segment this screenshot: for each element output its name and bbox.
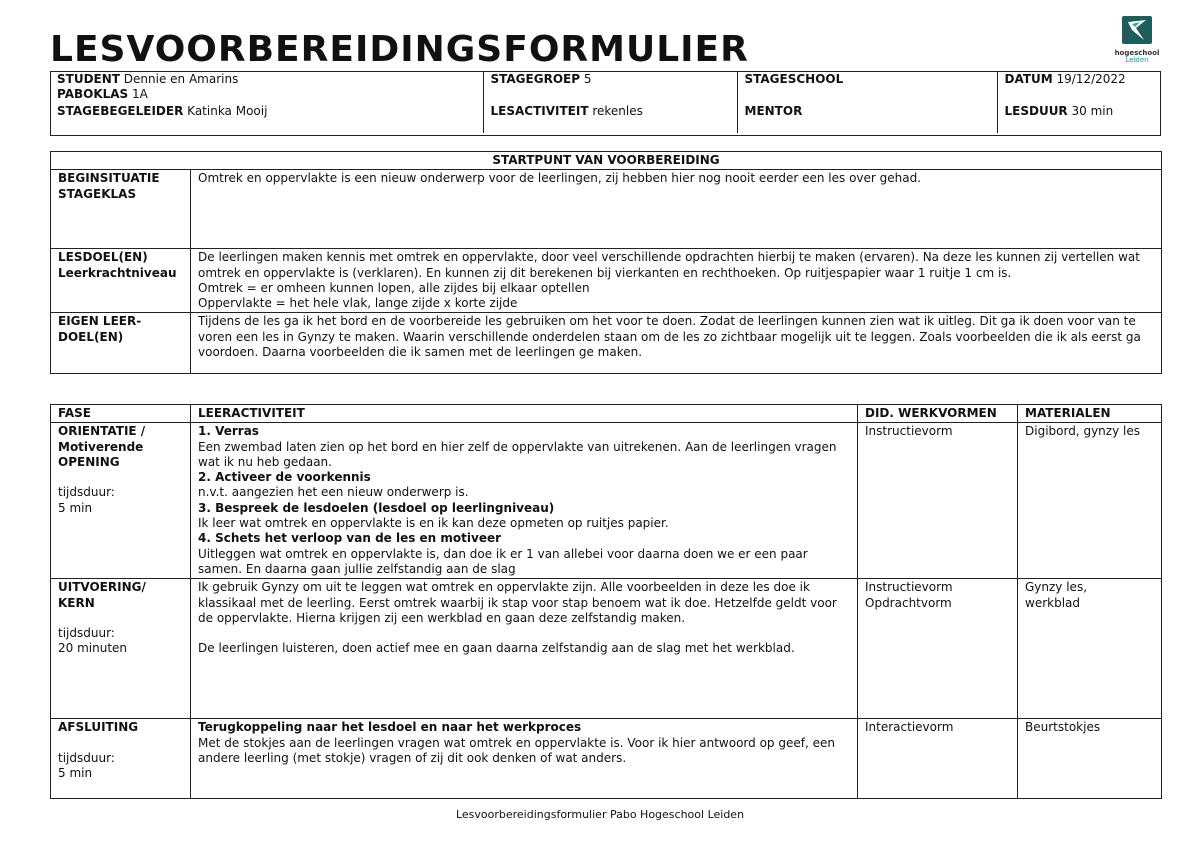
- hogeschool-leiden-logo: [1112, 16, 1162, 66]
- col-did-werkvormen: DID. WERKVORMEN: [858, 405, 1018, 423]
- beginsituatie-text: Omtrek en oppervlakte is een nieuw onderwerp voor de leerlingen, zij hebben hier nog nooit eerder een les over gehad.: [191, 170, 1162, 249]
- orientatie-mat: Digibord, gynzy les: [1018, 423, 1162, 579]
- uitvoering-fase: UITVOERING/ KERN tijdsduur: 20 minuten: [51, 579, 191, 719]
- header-table: [50, 71, 1161, 133]
- step-verloop: 4. Schets het verloop van de les en motiveer: [198, 531, 502, 546]
- student-value: Dennie en Amarins: [123, 72, 239, 86]
- beginsituatie-label: BEGINSITUATIE STAGEKLAS: [51, 170, 191, 249]
- col-leeractiviteit: LEERACTIVITEIT: [191, 405, 858, 423]
- startpunt-table: [50, 151, 1162, 374]
- mentor-label: MENTOR: [744, 104, 803, 118]
- student-label: STUDENT: [57, 72, 120, 86]
- logo-text-leiden: Leiden: [1125, 56, 1149, 64]
- terugkoppeling-heading: Terugkoppeling naar het lesdoel en naar het werkproces: [198, 720, 582, 735]
- step-voorkennis: 2. Activeer de voorkennis: [198, 470, 371, 485]
- lesdoel-paragraph: De leerlingen maken kennis met omtrek en oppervlakte, door veel verschillende opdrachten hierbij te maken (ervaren). Na deze les kunnen zij vertellen wat omtrek en oppervlakte is (verklaren). En kunnen zij dit berekenen bij vierkanten en rechthoeken. Op ruitjespapier waar 1 ruitje 1 cm is.: [198, 250, 1140, 280]
- stagegroep-value: 5: [583, 72, 592, 86]
- uitvoering-mat: Gynzy les, werkblad: [1018, 579, 1162, 719]
- col-fase: FASE: [51, 405, 191, 423]
- afsluiting-mat: Beurtstokjes: [1018, 719, 1162, 799]
- paboklas-value: 1A: [132, 87, 148, 101]
- paboklas-label: PABOKLAS: [57, 87, 129, 101]
- step-lesdoelen: 3. Bespreek de lesdoelen (lesdoel op leerlingniveau): [198, 500, 555, 515]
- lesduur-label: LESDUUR: [1004, 104, 1068, 118]
- stageschool-label: STAGESCHOOL: [744, 72, 844, 86]
- lesduur-value: 30 min: [1071, 104, 1114, 118]
- omtrek-definition: Omtrek = er omheen kunnen lopen, alle zijdes bij elkaar optellen: [198, 280, 590, 295]
- orientatie-fase: ORIENTATIE / Motiverende OPENING tijdsduur: 5 min: [51, 423, 191, 579]
- phases-table: [50, 404, 1162, 799]
- datum-label: DATUM: [1004, 72, 1053, 86]
- page-footer: Lesvoorbereidingsformulier Pabo Hogeschool Leiden: [455, 808, 745, 821]
- orientatie-activiteit: 1. Verras Een zwembad laten zien op het bord en hier zelf de oppervlakte van uitrekenen. Aan de leerlingen vragen wat ik nu heb gedaan. 2. Activeer de voorkennis n.v.t. aangezien het een nieuw onderwerp is. 3. Bespreek de lesdoelen (lesdoel op leerlingniveau) Ik leer wat omtrek en oppervlakte is en ik kan deze opmeten op ruitjes papier. 4. Schets het verloop van de les en motiveer Uitleggen wat omtrek en oppervlakte is, dan doe ik er 1 van allebei voor daarna doen we er een paar samen. En daarna gaan jullie zelfstandig aan de slag: [191, 423, 858, 579]
- eigen-leerdoel-text: Tijdens de les ga ik het bord en de voorbereide les gebruiken om het voor te doen. Zodat de leerlingen kunnen zien wat ik uitleg. Dit ga ik doen voor van te voren een les in Gynzy te maken. Waarin verschillende onderdelen staan om de les zo zichtbaar mogelijk uit te leggen. Zoals voorbeelden die ik als eerst ga voordoen. Daarna voorbeelden die ik samen met de leerlingen ge maken.: [191, 313, 1162, 374]
- afsluiting-fase: AFSLUITING tijdsduur: 5 min: [51, 719, 191, 799]
- stagebegeleider-value: Katinka Mooij: [187, 104, 268, 118]
- stagegroep-label: STAGEGROEP: [490, 72, 581, 86]
- lesactiviteit-label: LESACTIVITEIT: [490, 104, 589, 118]
- lesdoel-label: LESDOEL(EN) Leerkrachtniveau: [51, 249, 191, 313]
- eigen-leerdoel-label: EIGEN LEER- DOEL(EN): [51, 313, 191, 374]
- afsluiting-activiteit: Terugkoppeling naar het lesdoel en naar het werkproces Met de stokjes aan de leerlingen vragen wat omtrek en oppervlakte is. Voor ik hier antwoord op geef, een andere leerling (met stokje) vragen of zij dit ook denken of wat anders.: [191, 719, 858, 799]
- bird-logo-icon: [1122, 16, 1152, 44]
- col-materialen: MATERIALEN: [1018, 405, 1162, 423]
- stagebegeleider-label: STAGEBEGELEIDER: [57, 104, 184, 118]
- orientatie-did: Instructievorm: [858, 423, 1018, 579]
- oppervlakte-definition: Oppervlakte = het hele vlak, lange zijde x korte zijde: [198, 296, 518, 311]
- page-title: LESVOORBEREIDINGSFORMULIER: [50, 29, 749, 70]
- uitvoering-did: Instructievorm Opdrachtvorm: [858, 579, 1018, 719]
- uitvoering-activiteit: Ik gebruik Gynzy om uit te leggen wat omtrek en oppervlakte zijn. Alle voorbeelden in deze les doe ik klassikaal met de leerling. Eerst omtrek waarbij ik stap voor stap benoem wat ik doe. Hetzelfde geldt voor de oppervlakte. Hierna krijgen zij een werkblad en gaan deze zelfstandig maken. De leerlingen luisteren, doen actief mee en gaan daarna zelfstandig aan de slag met het werkblad.: [191, 579, 858, 719]
- afsluiting-did: Interactievorm: [858, 719, 1018, 799]
- lesdoel-text: [191, 249, 1162, 313]
- datum-value: 19/12/2022: [1056, 72, 1126, 86]
- step-verras: 1. Verras: [198, 424, 259, 439]
- lesactiviteit-value: rekenles: [592, 104, 643, 118]
- logo-text-hogeschool: hogeschool: [1114, 49, 1160, 57]
- startpunt-heading: STARTPUNT VAN VOORBEREIDING: [51, 152, 1162, 170]
